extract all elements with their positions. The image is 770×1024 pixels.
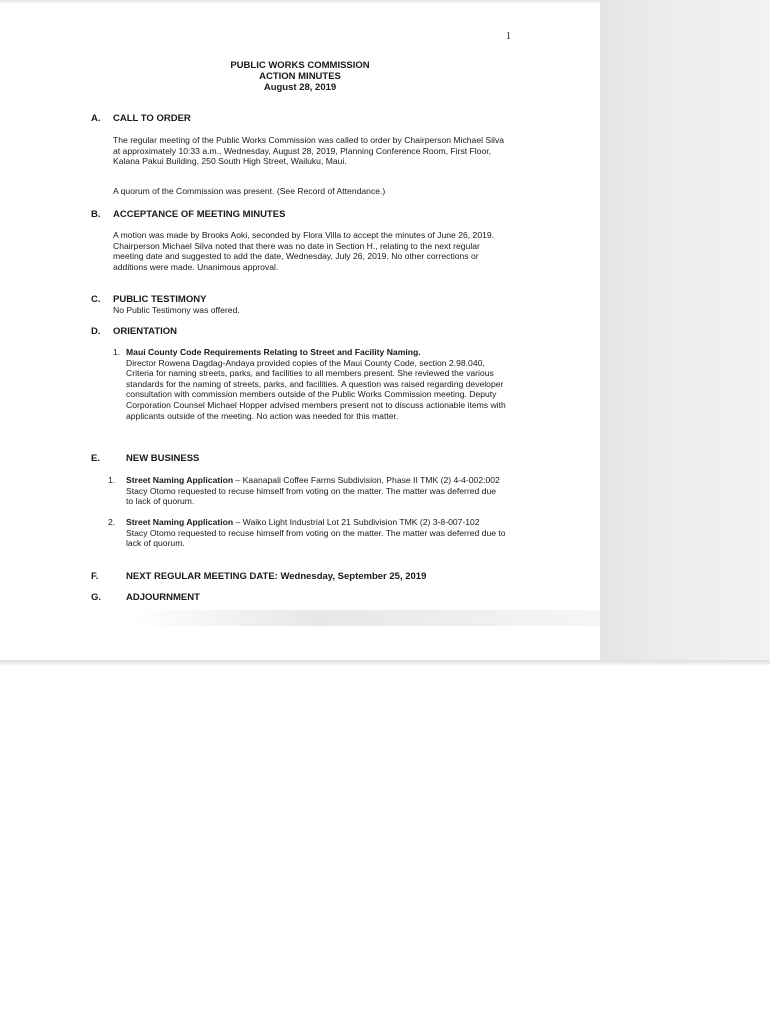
- section-c-paragraph: No Public Testimony was offered.: [113, 305, 240, 315]
- section-c-letter: C.: [91, 294, 101, 305]
- section-d-title: ORIENTATION: [113, 326, 178, 337]
- scan-top-shadow: [0, 0, 600, 4]
- section-d-letter: D.: [91, 326, 101, 337]
- section-b-letter: B.: [91, 209, 101, 220]
- new-business-item-1-number: 1.: [108, 475, 116, 485]
- header-date: August 28, 2019: [263, 82, 337, 93]
- section-g-letter: G.: [91, 592, 102, 603]
- new-business-item-2-number: 2.: [108, 517, 116, 527]
- section-e-letter: E.: [91, 453, 100, 464]
- section-f-title: NEXT REGULAR MEETING DATE: Wednesday, September 25, 2019: [126, 571, 427, 582]
- new-business-item-1-subject: – Kaanapali Coffee Farms Subdivision, Phase II TMK (2) 4-4-002:002: [233, 475, 500, 485]
- section-a-quorum: A quorum of the Commission was present. (See Record of Attendance.): [113, 186, 386, 196]
- header-title: PUBLIC WORKS COMMISSION: [230, 60, 370, 71]
- section-b-paragraph: A motion was made by Brooks Aoki, seconded by Flora Villa to accept the minutes of June 26, 2019. Chairperson Michael Silva noted that there was no date in Section H., relating to the next regular meeting date and suggested to add the date, Wednesday, July 26, 2019. No other corrections or additions were made. Unanimous approval.: [113, 230, 495, 272]
- new-business-item-2-title: Street Naming Application: [126, 517, 234, 527]
- page-number: 1: [506, 31, 511, 42]
- new-business-item-2-body: Stacy Otomo requested to recuse himself from voting on the matter. The matter was deferred due to lack of quorum.: [126, 527, 506, 549]
- orientation-item-body: Director Rowena Dagdag-Andaya provided copies of the Maui County Code, section 2.98.040, Criteria for naming streets, parks, and facilities to all members present. She reviewed the various standards for the naming of streets, parks, and facilities. A question was raised regarding developer consultation with commission members outside of the Public Works Commission meeting. Deputy Corporation Counsel Michael Hopper advised members present not to discuss actionable items with applicants outside of the meeting. No action was needed for this matter.: [126, 357, 506, 421]
- section-a-paragraph: The regular meeting of the Public Works Commission was called to order by Chairperson Michael Silva at approximately 10:33 a.m., Wednesday, August 28, 2019, Planning Conference Room, First Floor, Kalana Pakui Building, 250 South High Street, Wailuku, Maui.: [113, 135, 505, 167]
- orientation-item-number: 1.: [113, 347, 121, 357]
- header-subtitle: ACTION MINUTES: [259, 71, 341, 82]
- scan-edge-strip: [600, 0, 770, 665]
- section-a-title: CALL TO ORDER: [113, 113, 191, 124]
- document-header: [200, 60, 400, 93]
- section-g-title: ADJOURNMENT: [126, 592, 200, 603]
- new-business-item-2: [126, 517, 506, 549]
- orientation-item-title: Maui County Code Requirements Relating to Street and Facility Naming.: [126, 347, 421, 357]
- scan-bottom-edge: [0, 660, 770, 665]
- scan-artifact-band: [130, 610, 600, 626]
- section-a-letter: A.: [91, 113, 101, 124]
- section-f-letter: F.: [91, 571, 99, 582]
- section-c-title: PUBLIC TESTIMONY: [113, 294, 207, 305]
- new-business-item-1-title: Street Naming Application: [126, 475, 234, 485]
- new-business-item-1: [126, 475, 504, 507]
- section-b-title: ACCEPTANCE OF MEETING MINUTES: [113, 209, 286, 220]
- new-business-item-1-body: Stacy Otomo requested to recuse himself from voting on the matter. The matter was deferred due to lack of quorum.: [126, 485, 497, 507]
- orientation-item: [126, 347, 511, 421]
- section-e-title: NEW BUSINESS: [126, 453, 200, 464]
- new-business-item-2-subject: – Waiko Light Industrial Lot 21 Subdivision TMK (2) 3-8-007-102: [233, 517, 480, 527]
